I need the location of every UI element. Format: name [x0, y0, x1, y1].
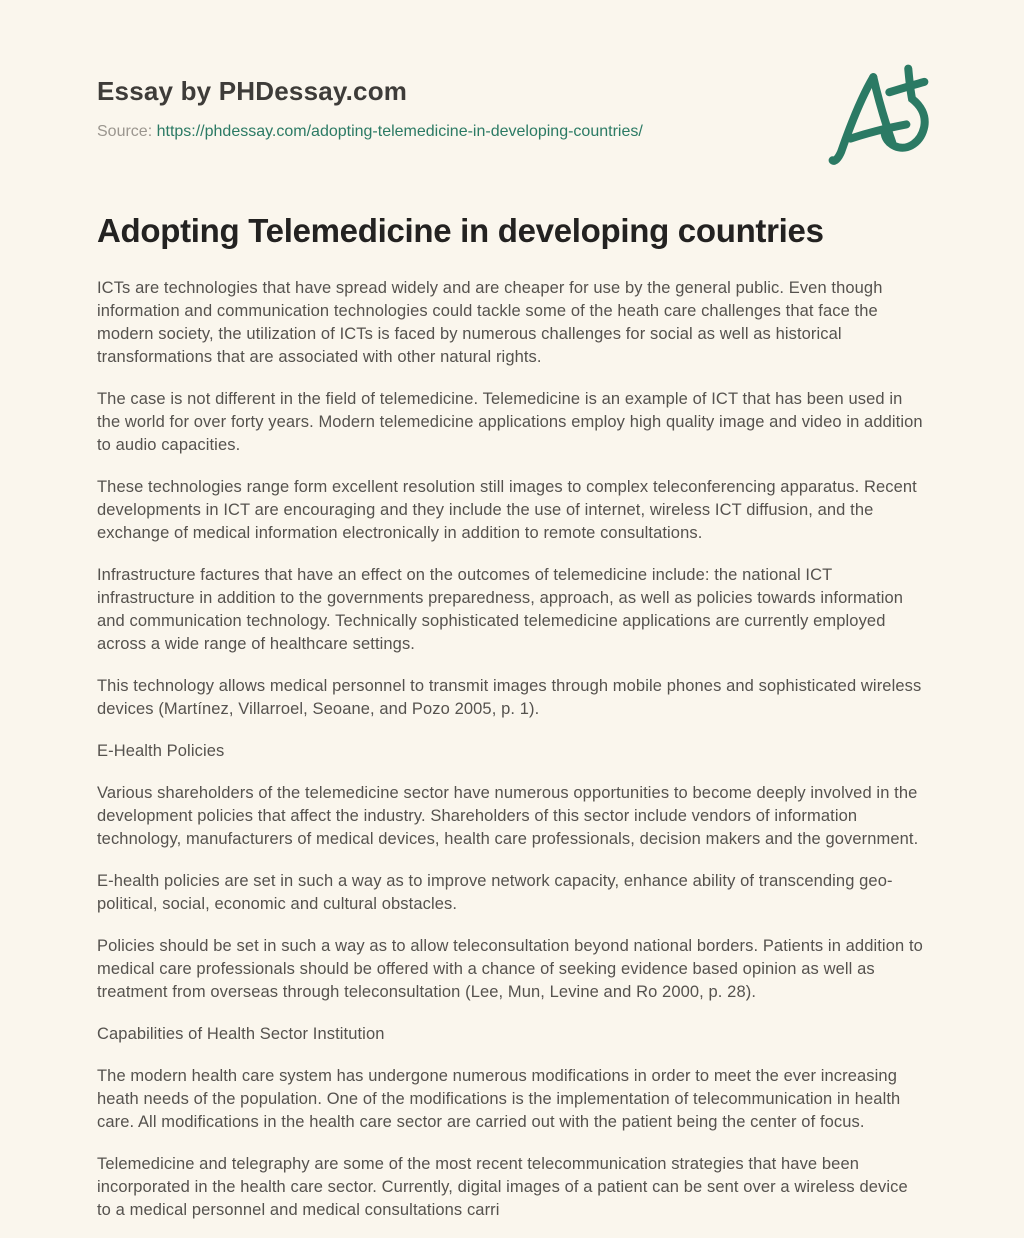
source-label: Source:	[97, 123, 153, 140]
essay-byline: Essay by PHDessay.com	[97, 76, 408, 106]
paragraph: Various shareholders of the telemedicine sector have numerous opportunities to become deeply involved in the development policies that affect the industry. Shareholders of this sector include vendors of information technology, manufacturers of medical devices, health care professionals, decision makers and the government.	[97, 784, 919, 848]
essay-content	[97, 76, 925, 1222]
page-title: Adopting Telemedicine in developing countries	[97, 212, 824, 249]
paragraph: The modern health care system has undergone numerous modifications in order to meet the ever increasing heath needs of the population. One of the modifications is the implementation of telecommunication in health care. All modifications in the health care sector are carried out with the patient being the center of focus.	[97, 1067, 901, 1131]
section-heading: Capabilities of Health Sector Institution	[97, 1025, 385, 1043]
paragraph: Infrastructure factures that have an effect on the outcomes of telemedicine include: the national ICT infrastructure in addition to the governments preparedness, approach, as well as policies towards information and communication technology. Technically sophisticated telemedicine applications are currently employed across a wide range of healthcare settings.	[97, 566, 904, 653]
paragraph: E-health policies are set in such a way as to improve network capacity, enhance ability of transcending geo-political, social, economic and cultural obstacles.	[97, 872, 893, 913]
phdessay-a-plus-logo-icon	[826, 62, 930, 166]
paragraph: ICTs are technologies that have spread widely and are cheaper for use by the general public. Even though information and communication technologies could tackle some of the heath care challenges that face the modern society, the utilization of ICTs is faced by numerous challenges for social as well as historical transformations that are associated with other natural rights.	[97, 279, 883, 366]
essay-body	[97, 277, 925, 1222]
paragraph: The case is not different in the field of telemedicine. Telemedicine is an example of ICT that has been used in the world for over forty years. Modern telemedicine applications employ high quality image and video in addition to audio capacities.	[97, 390, 923, 454]
paragraph: These technologies range form excellent resolution still images to complex teleconferencing apparatus. Recent developments in ICT are encouraging and they include the use of internet, wireless ICT diffusion, and the exchange of medical information electronically in addition to remote consultations.	[97, 478, 917, 542]
paragraph: Policies should be set in such a way as to allow teleconsultation beyond national borders. Patients in addition to medical care professionals should be offered with a chance of seeking evidence based opinion as well as treatment from overseas through teleconsultation (Lee, Mun, Levine and Ro 2000, p. 28).	[97, 937, 923, 1001]
source-url-link[interactable]: https://phdessay.com/adopting-telemedicine-in-developing-countries/	[156, 123, 643, 140]
source-line	[97, 123, 925, 141]
paragraph: This technology allows medical personnel to transmit images through mobile phones and sophisticated wireless devices (Martínez, Villarroel, Seoane, and Pozo 2005, p. 1).	[97, 677, 922, 718]
paragraph: Telemedicine and telegraphy are some of the most recent telecommunication strategies that have been incorporated in the health care sector. Currently, digital images of a patient can be sent over a wireless device to a medical personnel and medical consultations carri	[97, 1155, 908, 1219]
section-heading: E-Health Policies	[97, 742, 225, 760]
